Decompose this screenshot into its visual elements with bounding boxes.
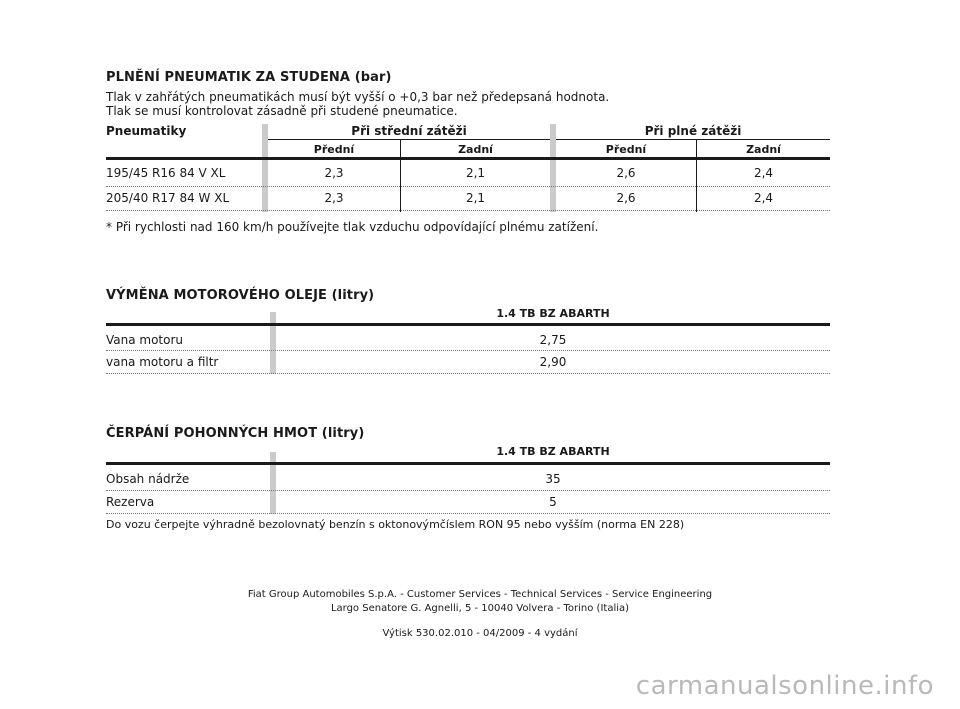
header-tyres: Pneumatiky <box>106 124 187 138</box>
tyre-size: 195/45 R16 84 V XL <box>106 166 226 180</box>
fuel-row-value: 5 <box>549 495 557 509</box>
tyre-pressure-title: PLNĚNÍ PNEUMATIK ZA STUDENA (bar) <box>106 70 392 85</box>
row-divider <box>106 210 830 211</box>
table-top-rule <box>106 157 830 160</box>
row-divider <box>106 186 830 187</box>
table-top-rule <box>106 323 830 326</box>
table-top-rule <box>106 462 830 465</box>
watermark: carmanualsonline.info <box>635 671 934 701</box>
medium-rear-value: 2,1 <box>465 191 486 205</box>
tyre-size: 205/40 R17 84 W XL <box>106 191 230 205</box>
oil-change-title: VÝMĚNA MOTOROVÉHO OLEJE (litry) <box>106 288 375 303</box>
row-divider <box>106 373 830 374</box>
fuel-row-label: Obsah nádrže <box>106 472 190 486</box>
medium-front-value: 2,3 <box>324 191 344 205</box>
oil-row-label: vana motoru a filtr <box>106 355 219 369</box>
oil-row-label: Vana motoru <box>106 333 184 347</box>
full-front-value: 2,6 <box>616 166 636 180</box>
fuel-note: Do vozu čerpejte výhradně bezolovnatý benzín s oktonovýmčíslem RON 95 nebo vyšším (norma EN 228) <box>106 518 685 531</box>
footer-print-info: Výtisk 530.02.010 - 04/2009 - 4 vydání <box>382 628 578 639</box>
header-medium-front: Přední <box>313 143 355 156</box>
medium-front-value: 2,3 <box>324 166 344 180</box>
header-full-load: Při plné zátěži <box>644 124 742 138</box>
tyre-note-2: Tlak se musí kontrolovat zásadně při studené pneumatice. <box>106 104 458 118</box>
header-full-rear: Zadní <box>746 143 781 156</box>
header-medium-rear: Zadní <box>458 143 493 156</box>
header-rule <box>268 139 550 140</box>
row-divider <box>106 490 830 491</box>
full-rear-value: 2,4 <box>753 191 774 205</box>
header-medium-load: Při střední zátěži <box>351 124 467 138</box>
oil-row-value: 2,90 <box>539 355 567 369</box>
tyre-footnote: * Při rychlosti nad 160 km/h používejte tlak vzduchu odpovídající plnému zatížení. <box>106 220 599 234</box>
fuel-model-header: 1.4 TB BZ ABARTH <box>496 445 610 458</box>
row-divider <box>106 350 830 351</box>
header-rule <box>556 139 830 140</box>
fuel-row-value: 35 <box>545 472 561 486</box>
full-rear-value: 2,4 <box>753 166 774 180</box>
row-divider <box>106 513 830 514</box>
medium-rear-value: 2,1 <box>465 166 486 180</box>
oil-row-value: 2,75 <box>539 333 567 347</box>
refuelling-title: ČERPÁNÍ POHONNÝCH HMOT (litry) <box>106 426 365 441</box>
tyre-note-1: Tlak v zahřátých pneumatikách musí být vyšší o +0,3 bar než předepsaná hodnota. <box>106 90 610 104</box>
full-front-value: 2,6 <box>616 191 636 205</box>
footer-company: Fiat Group Automobiles S.p.A. - Customer Services - Technical Services - Service Engineering <box>247 589 713 600</box>
fuel-row-label: Rezerva <box>106 495 155 509</box>
footer-address: Largo Senatore G. Agnelli, 5 - 10040 Volvera - Torino (Italia) <box>330 603 630 614</box>
oil-model-header: 1.4 TB BZ ABARTH <box>496 307 610 320</box>
header-full-front: Přední <box>605 143 647 156</box>
